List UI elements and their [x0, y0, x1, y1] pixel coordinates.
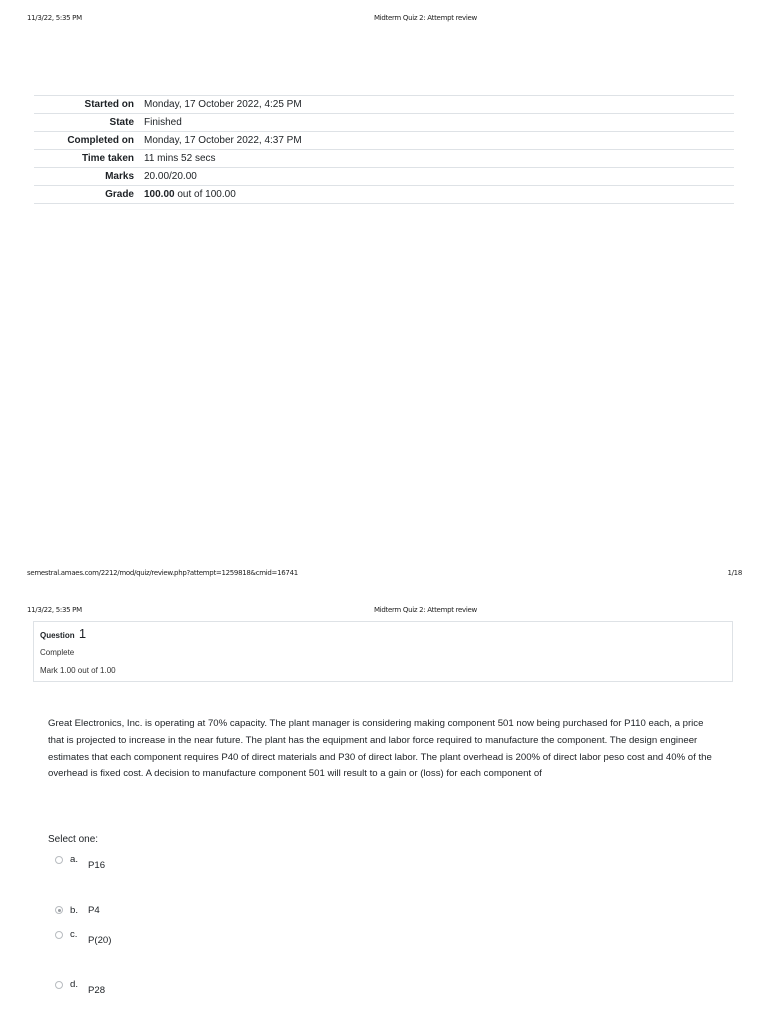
option-letter: c.: [70, 929, 78, 940]
option-text: P16: [88, 860, 106, 871]
summary-label: Grade: [105, 189, 134, 200]
option-letter: d.: [70, 979, 79, 990]
question-info-box: [33, 621, 733, 682]
print-title: Midterm Quiz 2: Attempt review: [374, 14, 477, 22]
print-timestamp: 11/3/22, 5:35 PM: [27, 606, 82, 614]
attempt-summary-table: [34, 95, 734, 204]
summary-row: [34, 96, 734, 114]
summary-row: [34, 114, 734, 132]
select-one-prompt: Select one:: [48, 834, 99, 845]
summary-row: [34, 150, 734, 168]
print-url: semestral.amaes.com/2212/mod/quiz/review.php?attempt=1259818&cmid=16741: [27, 569, 298, 577]
question-mark: Mark 1.00 out of 1.00: [40, 666, 116, 675]
question-prefix: Question: [40, 631, 75, 640]
radio-button[interactable]: [55, 931, 63, 939]
grade-score: 100.00: [144, 189, 175, 200]
summary-label: Completed on: [67, 135, 134, 146]
summary-row: [34, 186, 734, 204]
print-page-number: 1/18: [727, 569, 742, 577]
summary-label: Marks: [105, 171, 134, 182]
summary-value: [144, 186, 734, 204]
grade-out-of: out of 100.00: [174, 189, 236, 200]
option-text: P28: [88, 985, 106, 996]
option-letter: a.: [70, 854, 79, 865]
option-letter: b.: [70, 905, 79, 916]
radio-button[interactable]: [55, 981, 63, 989]
print-header: [0, 14, 768, 28]
print-timestamp: 11/3/22, 5:35 PM: [27, 14, 82, 22]
question-state: Complete: [40, 648, 75, 657]
summary-row: [34, 132, 734, 150]
summary-value: Finished: [144, 117, 182, 128]
print-footer: [0, 569, 768, 581]
summary-value: 11 mins 52 secs: [144, 153, 216, 164]
question-number: [40, 626, 86, 641]
question-text: Great Electronics, Inc. is operating at 70% capacity. The plant manager is considering making component 501 now being purchased for P110 each, a price that is projected to increase in the near future. The plant has the equipment and labor force required to manufacture the component. The design engineer estimates that each component requires P40 of direct materials and P30 of direct labor. The plant overhead is 200% of direct labor peso cost and 40% of the overhead is fixed cost. A decision to manufacture component 501 will result to a gain or (loss) for each component of: [48, 718, 712, 780]
summary-label: Started on: [84, 99, 134, 110]
option-text: P(20): [88, 935, 112, 946]
summary-label: State: [109, 117, 134, 128]
print-header: [0, 606, 768, 620]
radio-button-selected[interactable]: [55, 906, 63, 914]
option-text: P4: [88, 905, 100, 916]
summary-label: Time taken: [81, 153, 134, 164]
print-title: Midterm Quiz 2: Attempt review: [374, 606, 477, 614]
summary-value: Monday, 17 October 2022, 4:25 PM: [144, 99, 302, 110]
question-number-value: 1: [78, 626, 87, 641]
radio-button[interactable]: [55, 856, 63, 864]
summary-row: [34, 168, 734, 186]
summary-value: 20.00/20.00: [144, 171, 197, 182]
summary-value: Monday, 17 October 2022, 4:37 PM: [144, 135, 302, 146]
